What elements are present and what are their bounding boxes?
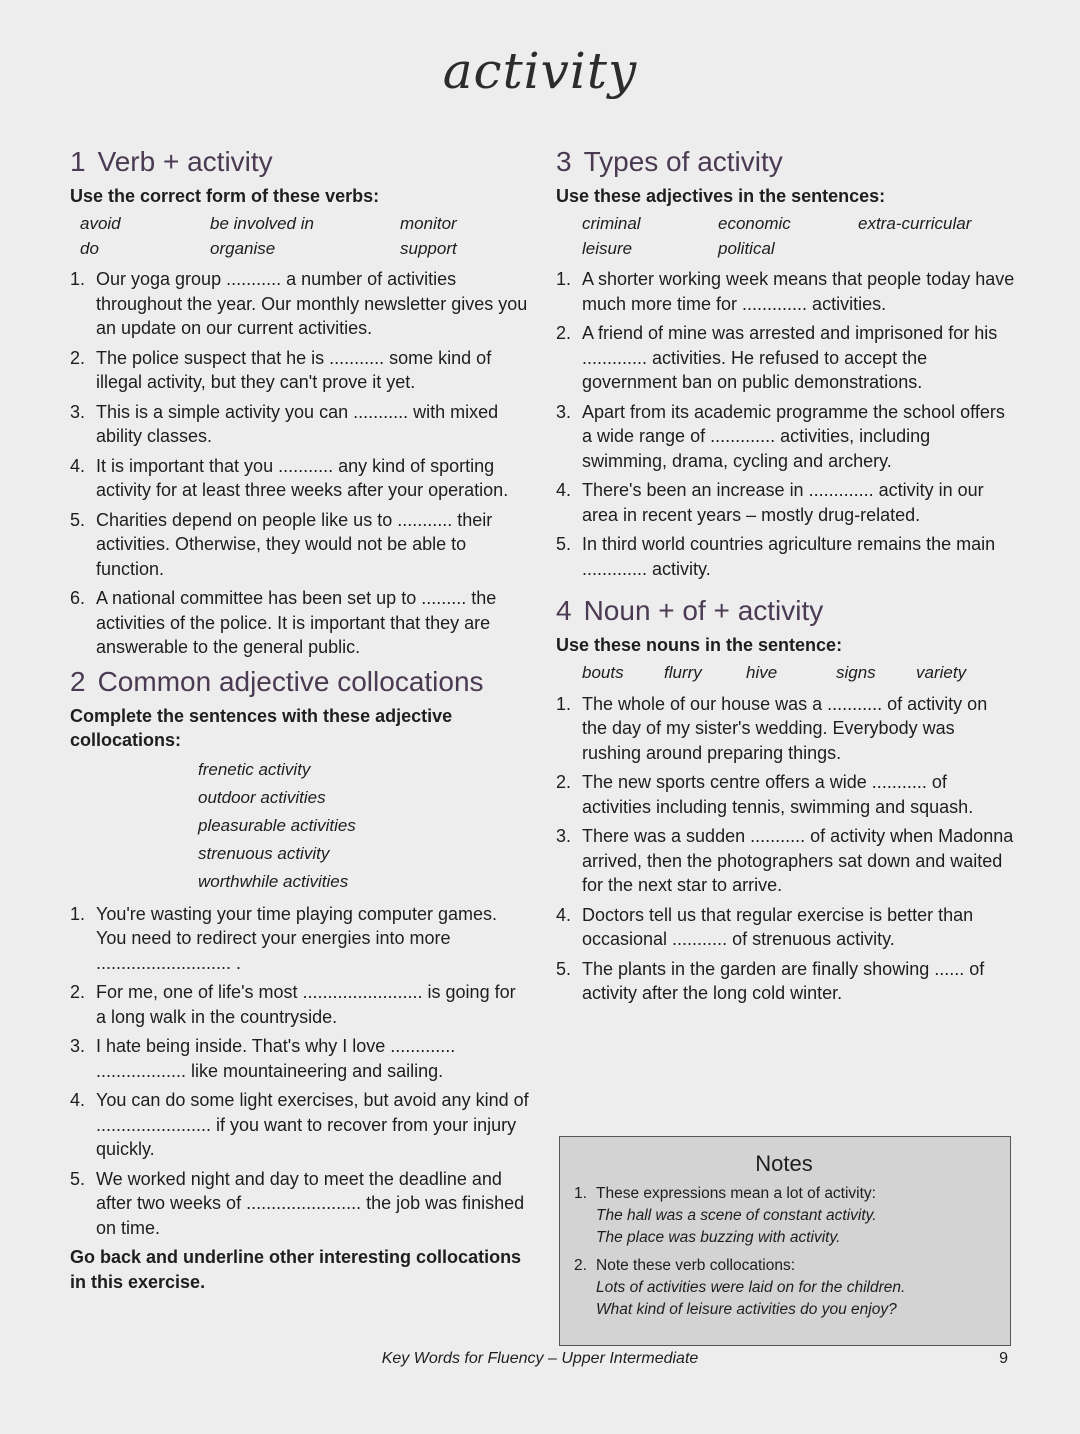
note-item: 2. Note these verb collocations: Lots of activities were laid on for the children. What kind of leisure activities do you enjoy?: [574, 1255, 994, 1321]
word-bank-item: bouts: [582, 663, 624, 682]
note-example: The hall was a scene of constant activity.: [596, 1207, 877, 1224]
section-types-of-activity: [556, 146, 1016, 581]
word-bank-item: organise: [210, 238, 276, 258]
book-title: Key Words for Fluency – Upper Intermediate: [381, 1350, 699, 1367]
note-text: Note these verb collocations:: [596, 1257, 796, 1274]
word-bank: [558, 661, 1016, 686]
exercise-item: 4. You can do some light exercises, but avoid any kind of ....................... if you want to recover from your injury quickly.: [70, 1090, 529, 1159]
note-text: These expressions mean a lot of activity:: [596, 1185, 876, 1202]
exercise-item: 1. A shorter working week means that people today have much more time for ............. activities.: [556, 269, 1015, 314]
section-number: 2: [70, 665, 86, 697]
section-title: Noun + of + activity: [583, 595, 824, 626]
word-bank-item: monitor: [400, 214, 457, 233]
page-title: activity: [442, 42, 638, 100]
exercise-item: 4. Doctors tell us that regular exercise is better than occasional ........... of strenuous activity.: [556, 904, 974, 949]
section-heading: [70, 146, 530, 178]
exercise-item: 4. It is important that you ........... any kind of sporting activity for at least three weeks after your operation.: [70, 455, 509, 500]
exercise-list: [556, 267, 1016, 581]
word-bank-item: criminal: [582, 214, 641, 233]
word-bank-item: avoid: [80, 214, 121, 233]
exercise-item: 5. We worked night and day to meet the deadline and after two weeks of ....................... the job was finished on time.: [70, 1168, 525, 1238]
word-bank-item: frenetic activity: [198, 759, 311, 779]
left-column: [70, 140, 530, 1294]
word-bank-item: support: [400, 238, 457, 258]
exercise-item: 5. In third world countries agriculture remains the main ............. activity.: [556, 534, 996, 579]
word-bank-item: variety: [916, 663, 967, 682]
word-bank-item: pleasurable activities: [198, 815, 356, 835]
word-bank-item: worthwhile activities: [198, 871, 349, 891]
exercise-item: 2. The new sports centre offers a wide ........... of activities including tennis, swimming and squash.: [556, 772, 974, 817]
notes-title: Notes: [755, 1151, 813, 1176]
word-bank-item: be involved in: [210, 214, 314, 233]
note-item: 1. These expressions mean a lot of activity: The hall was a scene of constant activity. The place was buzzing with activity.: [574, 1183, 994, 1249]
section-title: Common adjective collocations: [97, 665, 484, 697]
exercise-item: 6. A national committee has been set up to ......... the activities of the police. It is important that they are answerable to the general public.: [70, 588, 497, 657]
exercise-item: 2. A friend of mine was arrested and imprisoned for his ............. activities. He refused to accept the government ban on public demonstrations.: [556, 323, 998, 392]
word-bank-item: political: [718, 238, 775, 258]
notes-list: [574, 1183, 994, 1321]
exercise-item: 5. The plants in the garden are finally showing ...... of activity after the long cold winter.: [556, 958, 985, 1003]
word-bank: [72, 756, 530, 896]
word-bank: [72, 212, 530, 261]
word-bank-item: extra-curricular: [858, 214, 972, 233]
exercise-item: 4. There's been an increase in ............. activity in our area in recent years – mostly drug-related.: [556, 480, 984, 525]
section-title: Verb + activity: [97, 146, 273, 177]
exercise-item: 1. You're wasting your time playing computer games. You need to redirect your energies into more ........................... .: [70, 903, 497, 973]
word-bank: [558, 212, 1016, 261]
note-example: Lots of activities were laid on for the children.: [596, 1279, 906, 1296]
instruction: Use these nouns in the sentence:: [556, 635, 843, 655]
section-number: 4: [556, 595, 572, 626]
word-bank-item: strenuous activity: [198, 843, 330, 863]
exercise-item: 3. Apart from its academic programme the school offers a wide range of ............. activities, including swimming, drama, cycling and archery.: [556, 401, 1005, 471]
notes-box: [559, 1136, 1011, 1346]
right-column: [556, 140, 1016, 1011]
exercise-item: 2. For me, one of life's most ........................ is going for a long walk in the countryside.: [70, 982, 516, 1027]
exercise-list: [70, 267, 530, 660]
section-adjective-collocations: [70, 666, 530, 1295]
section-heading: [70, 666, 530, 698]
note-example: What kind of leisure activities do you enjoy?: [596, 1301, 897, 1318]
word-bank-item: outdoor activities: [198, 787, 326, 807]
word-bank-item: signs: [836, 663, 876, 682]
instruction: Complete the sentences with these adjective collocations:: [70, 705, 453, 750]
closing-instruction: Go back and underline other interesting collocations in this exercise.: [70, 1247, 522, 1292]
section-heading: [556, 146, 1016, 178]
exercise-item: 3. There was a sudden ........... of activity when Madonna arrived, then the photographers sat down and waited for the next star to arrive.: [556, 826, 1014, 895]
page-footer: [0, 1350, 1080, 1374]
exercise-item: 3. This is a simple activity you can ........... with mixed ability classes.: [70, 401, 499, 446]
exercise-list: [70, 902, 530, 1241]
word-bank-item: flurry: [664, 663, 702, 682]
word-bank-item: economic: [718, 214, 791, 233]
exercise-item: 3. I hate being inside. That's why I love ............. .................. like mountaineering and sailing.: [70, 1036, 456, 1081]
word-bank-item: do: [80, 238, 99, 258]
exercise-item: 1. Our yoga group ........... a number of activities throughout the year. Our monthly newsletter gives you an update on our current activities.: [70, 269, 528, 338]
section-title: Types of activity: [583, 146, 783, 177]
page-number: 9: [999, 1350, 1008, 1367]
instruction: Use the correct form of these verbs:: [70, 186, 380, 206]
instruction: Use these adjectives in the sentences:: [556, 186, 886, 206]
section-verb-activity: [70, 146, 530, 660]
exercise-list: [556, 692, 1016, 1006]
word-bank-item: leisure: [582, 238, 633, 258]
exercise-item: 1. The whole of our house was a ........... of activity on the day of my sister's wedding. Everybody was rushing around preparing things.: [556, 693, 988, 763]
section-number: 1: [70, 146, 86, 177]
word-bank-item: hive: [746, 663, 778, 682]
section-noun-of-activity: [556, 595, 1016, 1006]
section-heading: [556, 595, 1016, 627]
exercise-item: 2. The police suspect that he is ........... some kind of illegal activity, but they can't prove it yet.: [70, 347, 492, 392]
exercise-item: 5. Charities depend on people like us to ........... their activities. Otherwise, they would not be able to function.: [70, 509, 493, 579]
note-example: The place was buzzing with activity.: [596, 1229, 841, 1246]
section-number: 3: [556, 146, 572, 177]
